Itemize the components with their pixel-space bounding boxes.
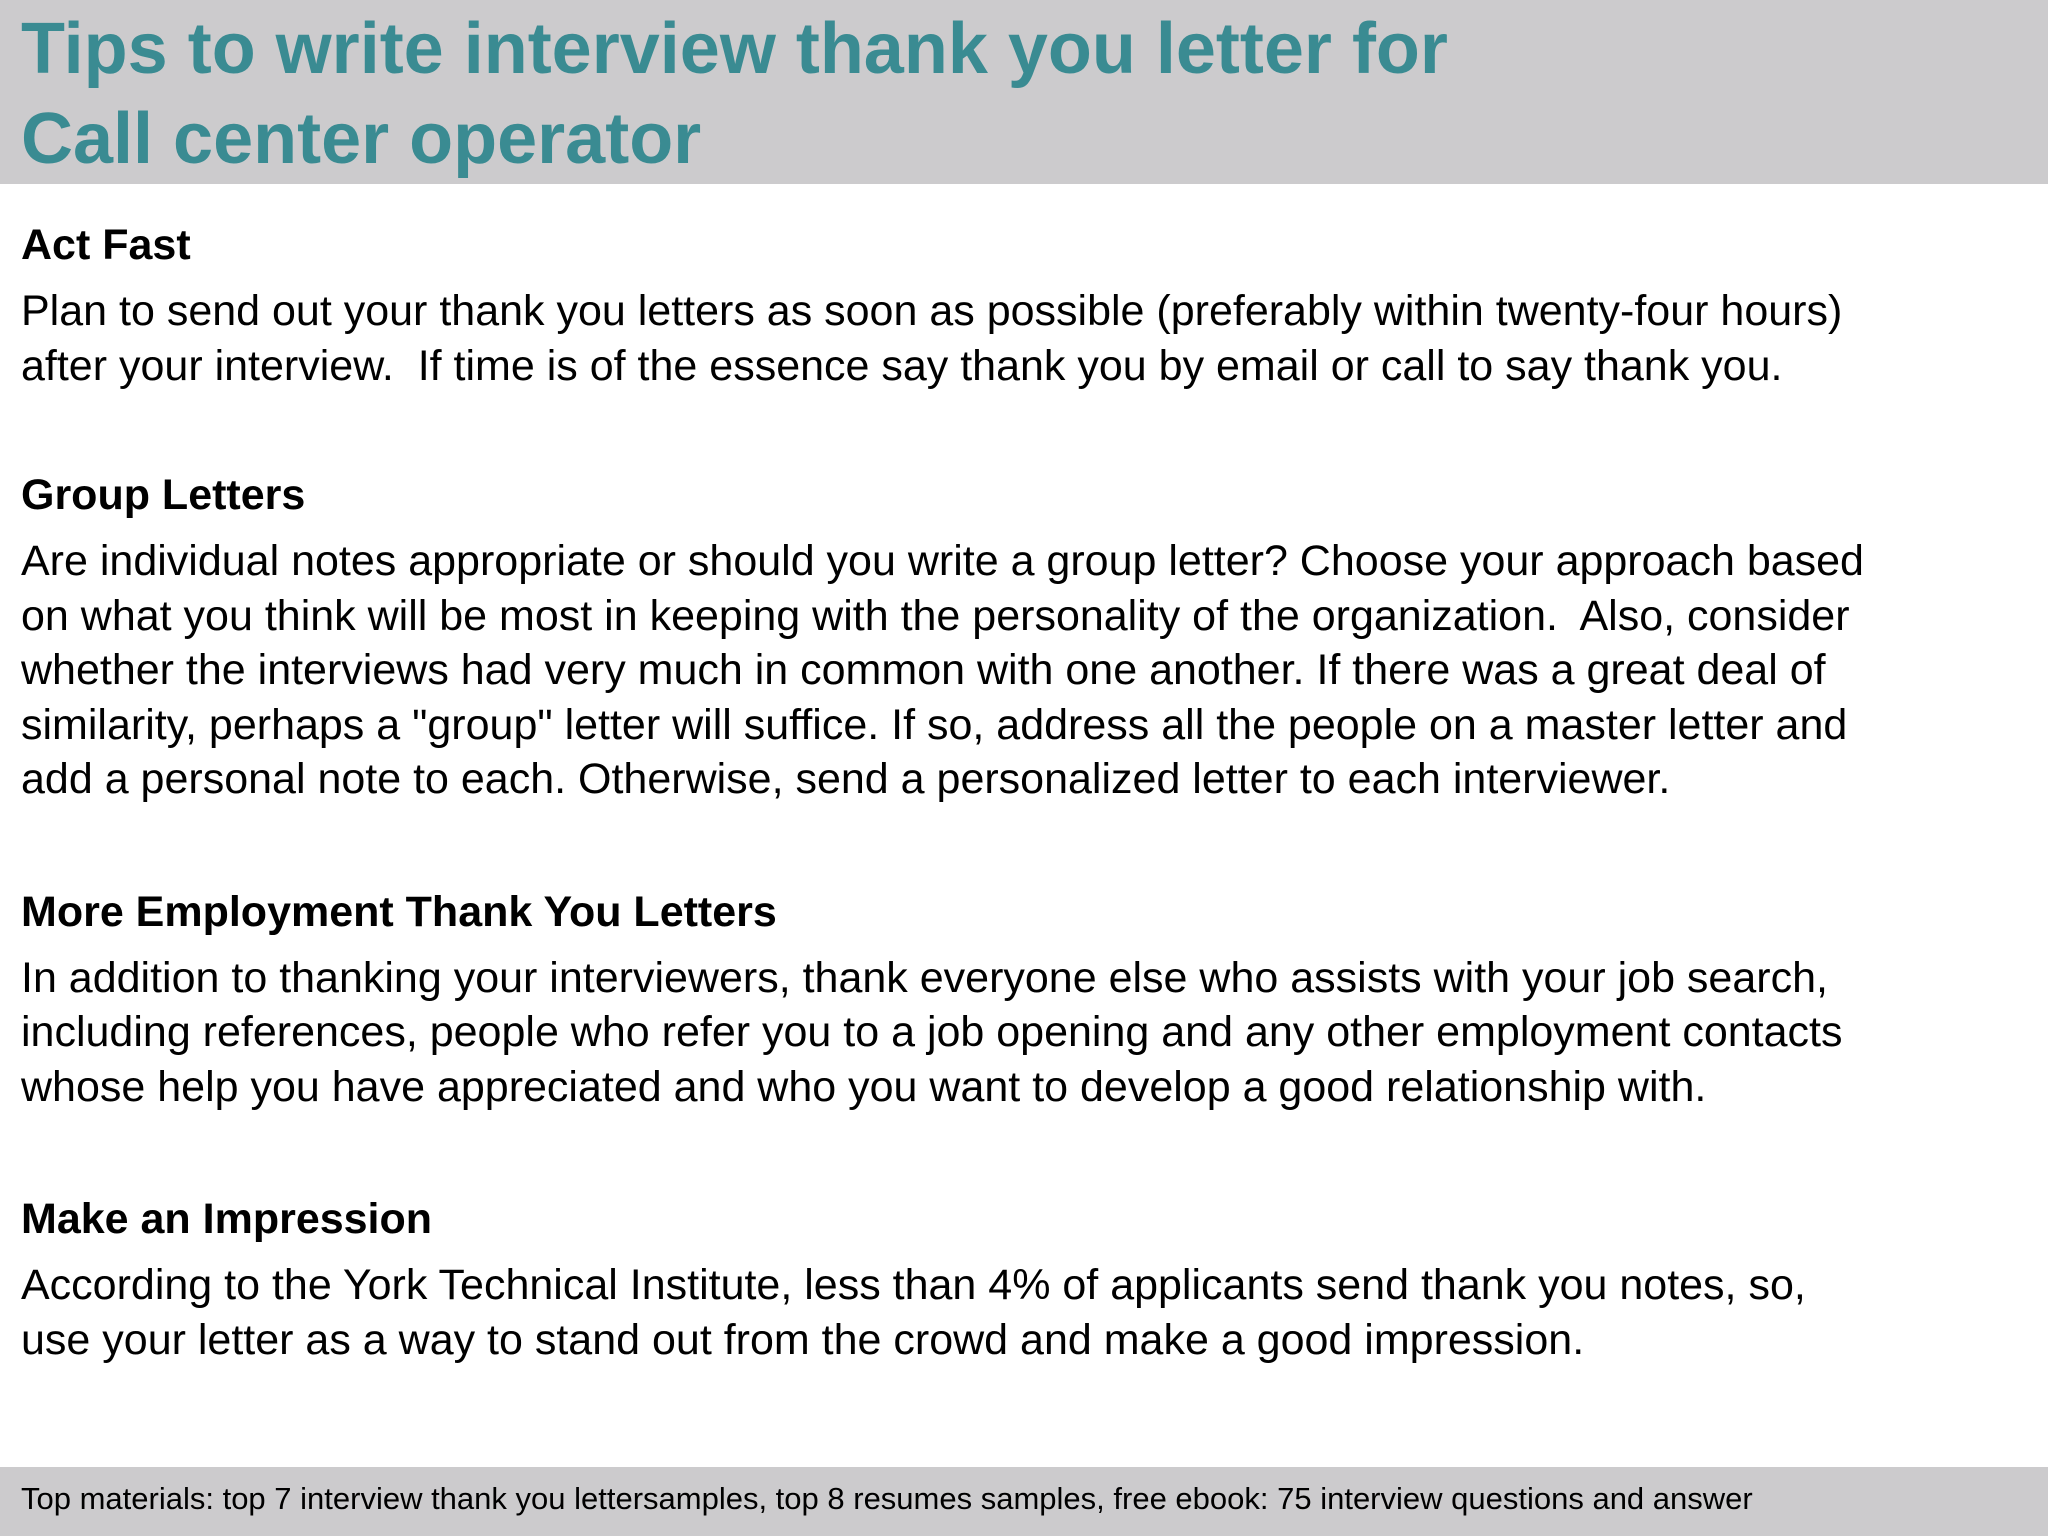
section-heading: More Employment Thank You Letters <box>21 887 777 936</box>
section-heading: Make an Impression <box>21 1195 433 1243</box>
body-line: after your interview. If time is of the essence say thank you by email or call to say thank you. <box>21 341 1783 390</box>
footer-bar <box>0 1467 2048 1536</box>
section-group-letters <box>21 468 2021 807</box>
body-line: According to the York Technical Institute, less than 4% of applicants send thank you notes, so, <box>21 1261 1806 1309</box>
body-line: whether the interviews had very much in common with one another. If there was a great deal of <box>21 646 1826 694</box>
page-title-line-2: Call center operator <box>21 99 702 179</box>
body-line: whose help you have appreciated and who you want to develop a good relationship with. <box>21 1062 1707 1111</box>
body-line: Plan to send out your thank you letters as soon as possible (preferably within twenty-four hours) <box>21 287 1843 335</box>
section-body <box>21 534 2021 807</box>
header-bar <box>0 0 2048 184</box>
section-body <box>21 284 2021 393</box>
section-body <box>21 1258 2021 1367</box>
body-line: add a personal note to each. Otherwise, send a personalized letter to each interviewer. <box>21 755 1671 803</box>
section-act-fast <box>21 218 2021 393</box>
section-heading: Act Fast <box>21 221 191 269</box>
body-line: similarity, perhaps a "group" letter will suffice. If so, address all the people on a master letter and <box>21 700 1848 749</box>
body-line: Are individual notes appropriate or should you write a group letter? Choose your approach based <box>21 537 1864 585</box>
section-body <box>21 951 2021 1115</box>
footer-text: Top materials: top 7 interview thank you lettersamples, top 8 resumes samples, free ebook: 75 interview questions and answer <box>21 1481 1753 1516</box>
section-make-an-impression <box>21 1192 2021 1367</box>
main-content <box>21 218 2021 1367</box>
body-line: including references, people who refer you to a job opening and any other employment contacts <box>21 1008 1843 1056</box>
body-line: In addition to thanking your interviewers, thank everyone else who assists with your job search, <box>21 953 1828 1002</box>
body-line: use your letter as a way to stand out from the crowd and make a good impression. <box>21 1315 1585 1364</box>
page-title-line-1: Tips to write interview thank you letter for <box>21 9 1448 89</box>
body-line: on what you think will be most in keeping with the personality of the organization. Also, consider <box>21 591 1850 640</box>
section-more-employment-letters <box>21 885 2021 1115</box>
section-heading: Group Letters <box>21 471 306 519</box>
